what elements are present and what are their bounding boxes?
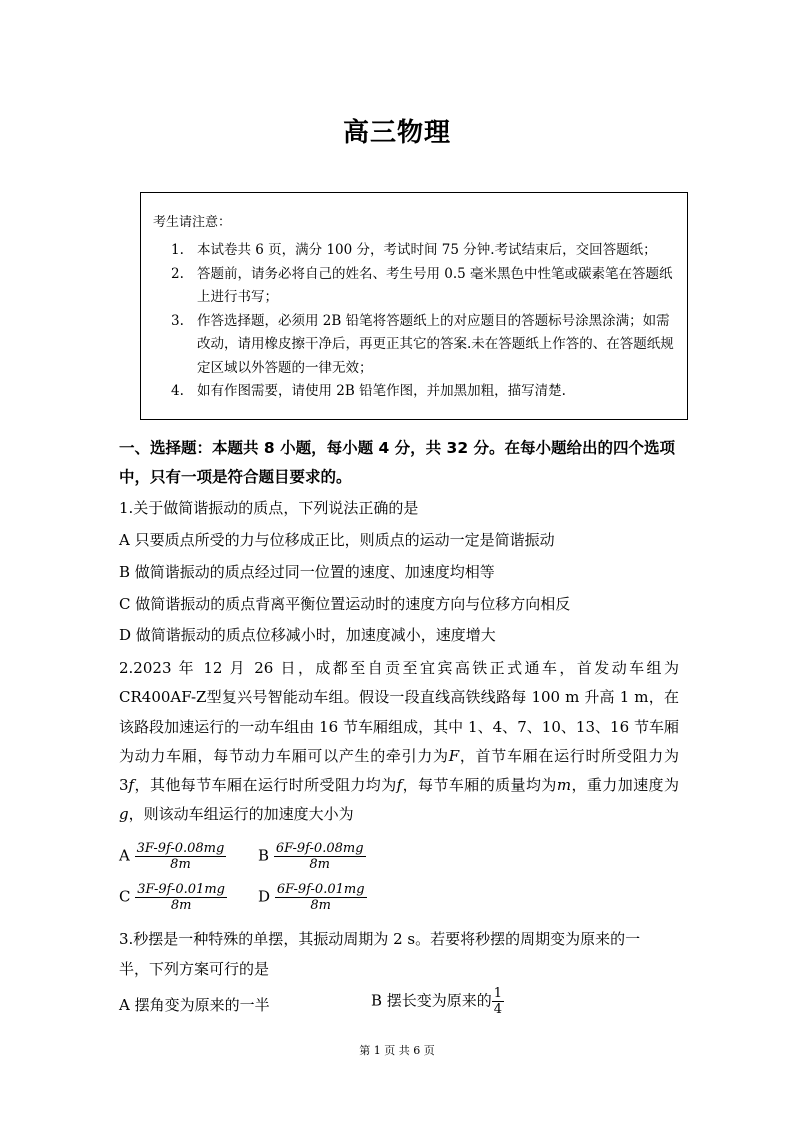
notice-item-number: 4. [171,383,184,399]
fraction-numerator: 6F-9f-0.08mg [275,841,364,856]
q1-option-b: B 做简谐振动的质点经过同一位置的速度、加速度均相等 [119,563,495,581]
notice-item [169,310,679,381]
q2-option-fraction [275,882,367,913]
q3-option-b-text: B 摆长变为原来的 [371,991,492,1010]
q2-var-m: m [556,776,572,795]
q2-var-F: F [448,746,460,765]
notice-item-number: 3. [171,312,184,329]
notice-item-number: 2. [171,265,184,282]
q2-option-label: D [258,887,271,906]
q1-stem: 1.关于做简谐振动的质点，下列说法正确的是 [119,499,419,517]
fraction-denominator: 8m [170,857,191,872]
notice-heading: 考生请注意： [153,215,232,230]
q2-var-f1: f [128,776,135,795]
q2-option-c [119,882,227,913]
fraction-numerator: 1 [493,986,503,1001]
notice-item-text: 如有作图需要，请使用 2B 铅笔作图，并加黑加粗，描写清楚. [197,383,566,399]
q3-option-a: A 摆角变为原来的一半 [119,996,270,1014]
q2-option-label: B [258,846,270,865]
section-title: 一、选择题：本题共 8 小题，每小题 4 分，共 32 分。在每小题给出的四个选项中，只有一项是符合题目要求的。 [119,439,676,486]
q2-option-b [258,841,366,872]
q2-text-2: ，首节车厢在运行时所受阻力为 3 [119,746,679,795]
q2-var-g: g [119,805,129,824]
q3-option-b [371,986,504,1017]
notice-box [140,192,688,420]
q1-option-a: A 只要质点所受的力与位移成正比，则质点的运动一定是简谐振动 [119,531,555,549]
notice-item-text: 作答选择题，必须用 2B 铅笔将答题纸上的对应题目的答题标号涂黑涂满；如需改动，请用橡皮擦干净后，再更正其它的答案.未在答题纸上作答的、在答题纸规定区域以外答题的一律无效； [197,312,674,376]
q2-text-6: ，则该动车组运行的加速度大小为 [128,805,354,824]
q2-text-5: ，重力加速度为 [571,776,679,795]
q2-var-f2: f [396,776,403,795]
notice-item [169,263,679,310]
q1-option-c: C 做简谐振动的质点背离平衡位置运动时的速度方向与位移方向相反 [119,595,571,613]
q2-option-label: C [119,887,131,906]
fraction-denominator: 8m [310,898,331,913]
q2-option-d [258,882,367,913]
q2-text-3: ，其他每节车厢在运行时所受阻力均为 [134,776,397,795]
q2-stem [119,654,679,830]
page-footer: 第 1 页 共 6 页 [359,1044,435,1057]
q2-option-label: A [119,846,130,865]
q2-text-4: ，每节车厢的质量均为 [402,776,557,795]
fraction-denominator: 4 [493,1002,503,1017]
fraction-denominator: 8m [170,898,192,913]
q2-option-a [119,841,226,872]
notice-item-number: 1. [171,242,184,258]
q3-stem-line-2: 半，下列方案可行的是 [119,960,270,978]
q2-option-fraction [274,841,366,872]
notice-item [169,380,679,404]
q1-option-d: D 做简谐振动的质点位移减小时，加速度减小，速度增大 [119,626,496,644]
q2-option-fraction [135,882,227,913]
fraction-denominator: 8m [309,857,330,872]
fraction-numerator: 3F-9f-0.01mg [137,882,225,897]
q2-text-1: 2.2023 年 12 月 26 日，成都至自贡至宜宾高铁正式通车，首发动车组为CR400AF-Z型复兴号智能动车组。假设一段直线高铁线路每 100 m 升高 1 m，在该路段加速运行的一动车组由 16 节车厢组成，其中 1、4、7、10、13、16 节车厢为动力车厢，每节动力车厢可以产生的牵引力为 [119,659,679,765]
notice-item [169,239,679,263]
fraction-numerator: 3F-9f-0.08mg [136,841,225,856]
q3-option-b-fraction [492,986,504,1017]
q3-stem-line-1: 3.秒摆是一种特殊的单摆，其振动周期为 2 s。若要将秒摆的周期变为原来的一 [119,930,641,948]
notice-list [169,239,679,404]
q2-option-fraction [135,841,227,872]
notice-item-text: 答题前，请务必将自己的姓名、考生号用 0.5 毫米黑色中性笔或碳素笔在答题纸上进行书写； [197,265,673,305]
fraction-numerator: 6F-9f-0.01mg [276,882,365,897]
notice-item-text: 本试卷共 6 页，满分 100 分，考试时间 75 分钟.考试结束后，交回答题纸； [197,242,657,258]
page-title: 高三物理 [342,118,451,148]
